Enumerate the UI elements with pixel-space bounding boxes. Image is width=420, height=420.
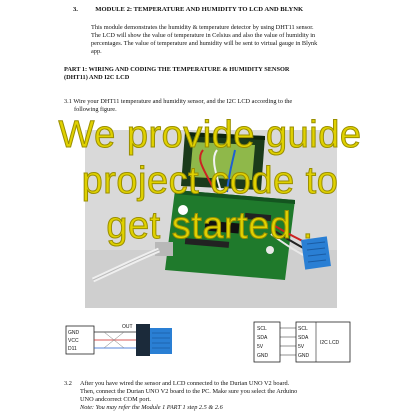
- intro-line: The LCD will show the value of temperature in Celsius and also the value of humidity in: [91, 32, 316, 39]
- mid-pin-label: 5V: [257, 344, 264, 350]
- part1-heading-line: PART 1: WIRING AND CODING THE TEMPERATURE & HUMIDITY SENSOR: [64, 66, 290, 73]
- part1-heading-line: (DHT11) AND I2C LCD: [64, 74, 130, 81]
- step-3-2-line: Then, connect the Durian UNO V2 board to the PC. Make sure you select the Arduino: [80, 388, 298, 395]
- intro-line: app.: [91, 48, 102, 55]
- sensor-module-board: [136, 324, 150, 356]
- i2c-lcd-label: I2C LCD: [320, 340, 340, 346]
- overlay-line: get started .: [106, 205, 314, 247]
- step-3-2-note: Note: You may refer the Module 1 PART 1 step 2.5 & 2.6: [80, 404, 223, 411]
- out-label: OUT: [122, 324, 133, 330]
- section-title: MODULE 2: TEMPERATURE AND HUMIDITY TO LCD AND BLYNK: [95, 6, 304, 13]
- left-pin-label: VCC: [68, 338, 79, 344]
- right-pin-label: 5V: [298, 344, 305, 350]
- wiring-diagram: [58, 316, 358, 378]
- right-pin-label: GND: [298, 353, 310, 359]
- step-3-1-line: following figure.: [74, 106, 117, 113]
- left-pin-label: GND: [68, 330, 80, 336]
- mid-pin-label: GND: [257, 353, 269, 359]
- section-number: 3.: [73, 6, 78, 13]
- step-3-2-line: After you have wired the sensor and LCD connected to the Durian UNO V2 board.: [80, 380, 290, 387]
- mid-pin-label: SDA: [257, 335, 268, 341]
- overlay-line: We provide guide: [58, 114, 362, 156]
- step-3-2-line: UNO andcorrect COM port.: [80, 396, 151, 403]
- overlay-line: project code to: [81, 160, 339, 202]
- step-3-2-number: 3.2: [64, 380, 72, 387]
- step-3-1-line: 3.1 Wire your DHT11 temperature and humidity sensor, and the I2C LCD according to the: [64, 98, 293, 105]
- intro-line: This module demonstrates the humidity & temperature detector by using DHT11 sensor.: [91, 24, 314, 31]
- dht11-sensor-icon: [150, 328, 172, 354]
- section-heading: [73, 6, 303, 13]
- right-pin-label: SCL: [298, 326, 308, 332]
- intro-line: percentages. The value of temperature and humidity will be sent to virtual gauge in Blynk: [91, 40, 318, 47]
- mid-pin-label: SCL: [257, 326, 267, 332]
- left-pin-label: D11: [68, 346, 77, 352]
- right-pin-label: SDA: [298, 335, 309, 341]
